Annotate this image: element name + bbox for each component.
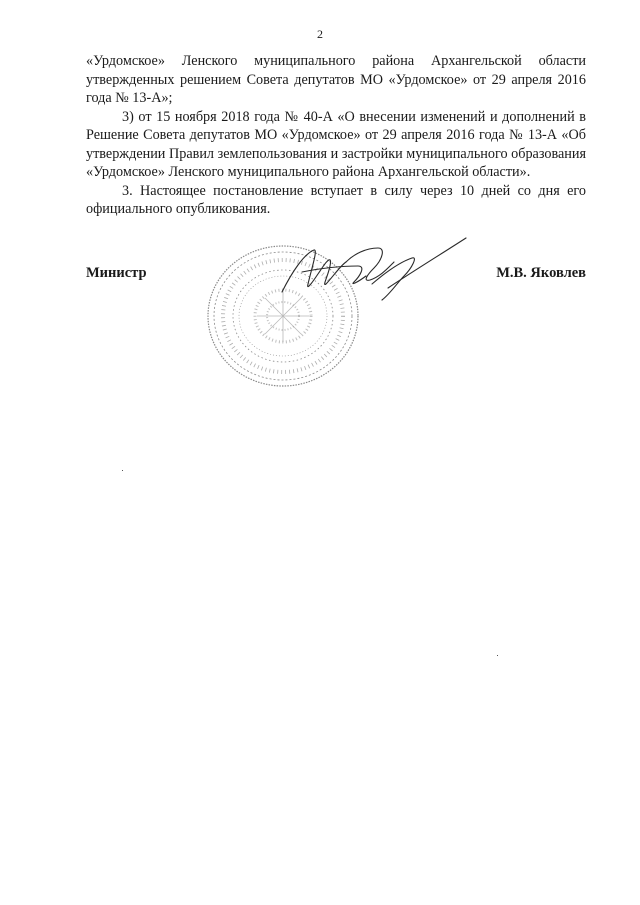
paragraph-item-3: 3) от 15 ноября 2018 года № 40-А «О внесении изменений и дополнений в Решение Совета депутатов МО «Урдомское» от 29 апреля 2016 года № 13-А «Об утверждении Правил землепользования и застройки муниципального образования «Урдомское» Ленского муниципального района Архангельской области». <box>86 108 586 180</box>
page-number: 2 <box>317 27 323 41</box>
paragraph-continuation: «Урдомское» Ленского муниципального района Архангельской области утвержденных решением Совета депутатов МО «Урдомское» от 29 апреля 2016 года № 13-А»; <box>86 53 586 106</box>
scan-speck <box>122 470 123 471</box>
document-body <box>86 52 586 219</box>
handwritten-signature-icon <box>262 232 472 307</box>
signatory-name: М.В. Яковлев <box>496 265 586 281</box>
scan-speck <box>497 655 498 656</box>
paragraph-effective-date: 3. Настоящее постановление вступает в силу через 10 дней со дня его официального опубликования. <box>86 182 586 217</box>
signatory-title: Министр <box>86 265 147 281</box>
